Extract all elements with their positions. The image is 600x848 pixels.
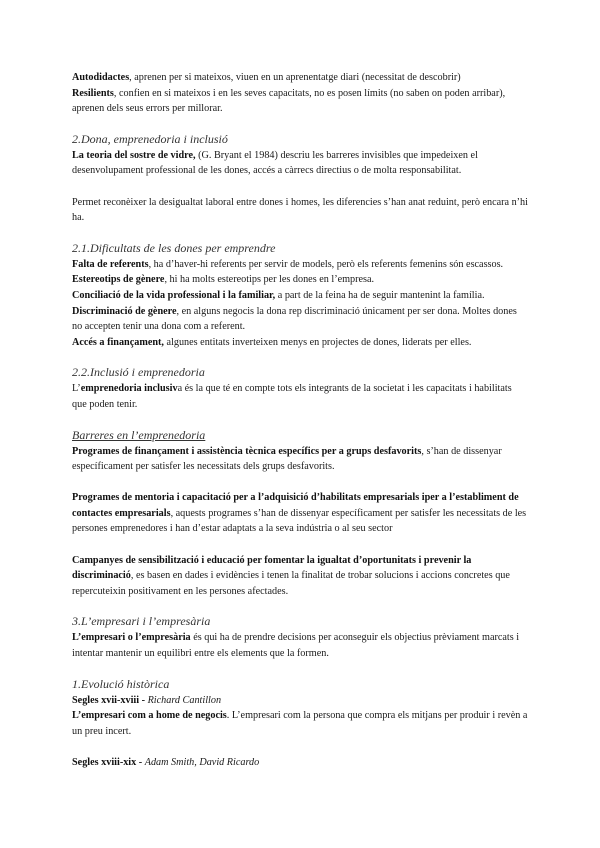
paragraph-autodidactes: Autodidactes, aprenen per si mateixos, viuen en un aprenentatge diari (necessitat de descobrir) [72,72,461,83]
list-item-dificultat: Discriminació de gènere, en alguns negocis la dona rep discriminació únicament per ser dona. Moltes dones no accepten tenir una dona com a referent. [72,305,517,333]
paragraph-empresari: L’empresari o l’empresària és qui ha de prendre decisions per aconseguir els objectius prèviament marcats i intentar mantenir un equilibri entre els elements que la formen. [72,632,520,660]
paragraph-resilients: Resilients, confien en si mateixos i en les seves capacitats, no es posen límits (no saben on poden arribar), aprenen dels seus errors per millorar. [72,87,506,115]
list-item-dificultat: Falta de referents, ha d’haver-hi referents per servir de models, però els referents femenins són escassos. [72,258,504,270]
heading-section-2-1: 2.1.Dificultats de les dones per emprendre [72,240,276,255]
term-autodidactes: Autodidactes [72,72,130,83]
heading-evolucio-historica: 1.Evolució històrica [72,676,170,691]
paragraph-barrera-campanyes: Campanyes de sensibilització i educació per fomentar la igualtat d’oportunitats i prevenir la discriminació, es basen en dades i evidències i tenen la finalitat de trobar solucions i accions concretes que repercuteixin positivament en les persones afectades. [72,554,510,597]
heading-section-2: 2.Dona, emprenedoria i inclusió [72,131,228,146]
list-item-dificultat: Accés a finançament, algunes entitats inverteixen menys en projectes de dones, liderats per elles. [72,336,472,348]
heading-barreres: Barreres en l’emprenedoria [72,427,206,442]
paragraph-home-negocis: L’empresari com a home de negocis. L’empresari com la persona que compra els mitjans per produir i revèn a un preu incert. [72,710,528,737]
heading-section-2-2: 2.2.Inclusió i emprenedoria [72,365,205,380]
paragraph-era-xviii-xix: Segles xviii-xix - Adam Smith, David Ricardo [72,757,260,768]
paragraph-barrera-mentoria: Programes de mentoria i capacitació per a l’adquisició d’habilitats empresarials iper a l’establiment de contactes empresarials, aquests programes s’han de dissenyar específicament per satisfer les necessitats de les persones emprenedores i han d’estar adaptats a la seva indústria o al seu sector [72,492,527,535]
term-resilients: Resilients [72,87,114,99]
list-item-dificultat: Conciliació de la vida professional i la familiar, a part de la feina ha de seguir mantenint la família. [72,289,485,301]
paragraph-emprenedoria-inclusiva: L’emprenedoria inclusiva és la que té en compte tots els integrants de la societat i les capacitats i habilitats que poden tenir. [72,383,512,410]
paragraph-barrera-financament: Programes de finançament i assistència tècnica específics per a grups desfavorits, s’han de dissenyar específicament per satisfer les necessitats dels grups desfavorits. [72,445,502,473]
list-item-dificultat: Estereotips de gènere, hi ha molts estereotips per les dones en l’empresa. [72,274,375,286]
paragraph-era-xvii-xviii: Segles xvii-xviii - Richard Cantillon [72,694,222,706]
paragraph-sostre-vidre: La teoria del sostre de vidre, (G. Bryant el 1984) descriu les barreres invisibles que impedeixen el desenvolupament professional de les dones, accés a càrrecs directius o de molta responsabilitat. [72,149,478,177]
heading-section-3: 3.L’empresari i l’empresària [72,614,211,629]
paragraph-permet: Permet reconèixer la desigualtat laboral entre dones i homes, les diferencies s’han anat reduint, però encara n’hi ha. [72,196,528,224]
